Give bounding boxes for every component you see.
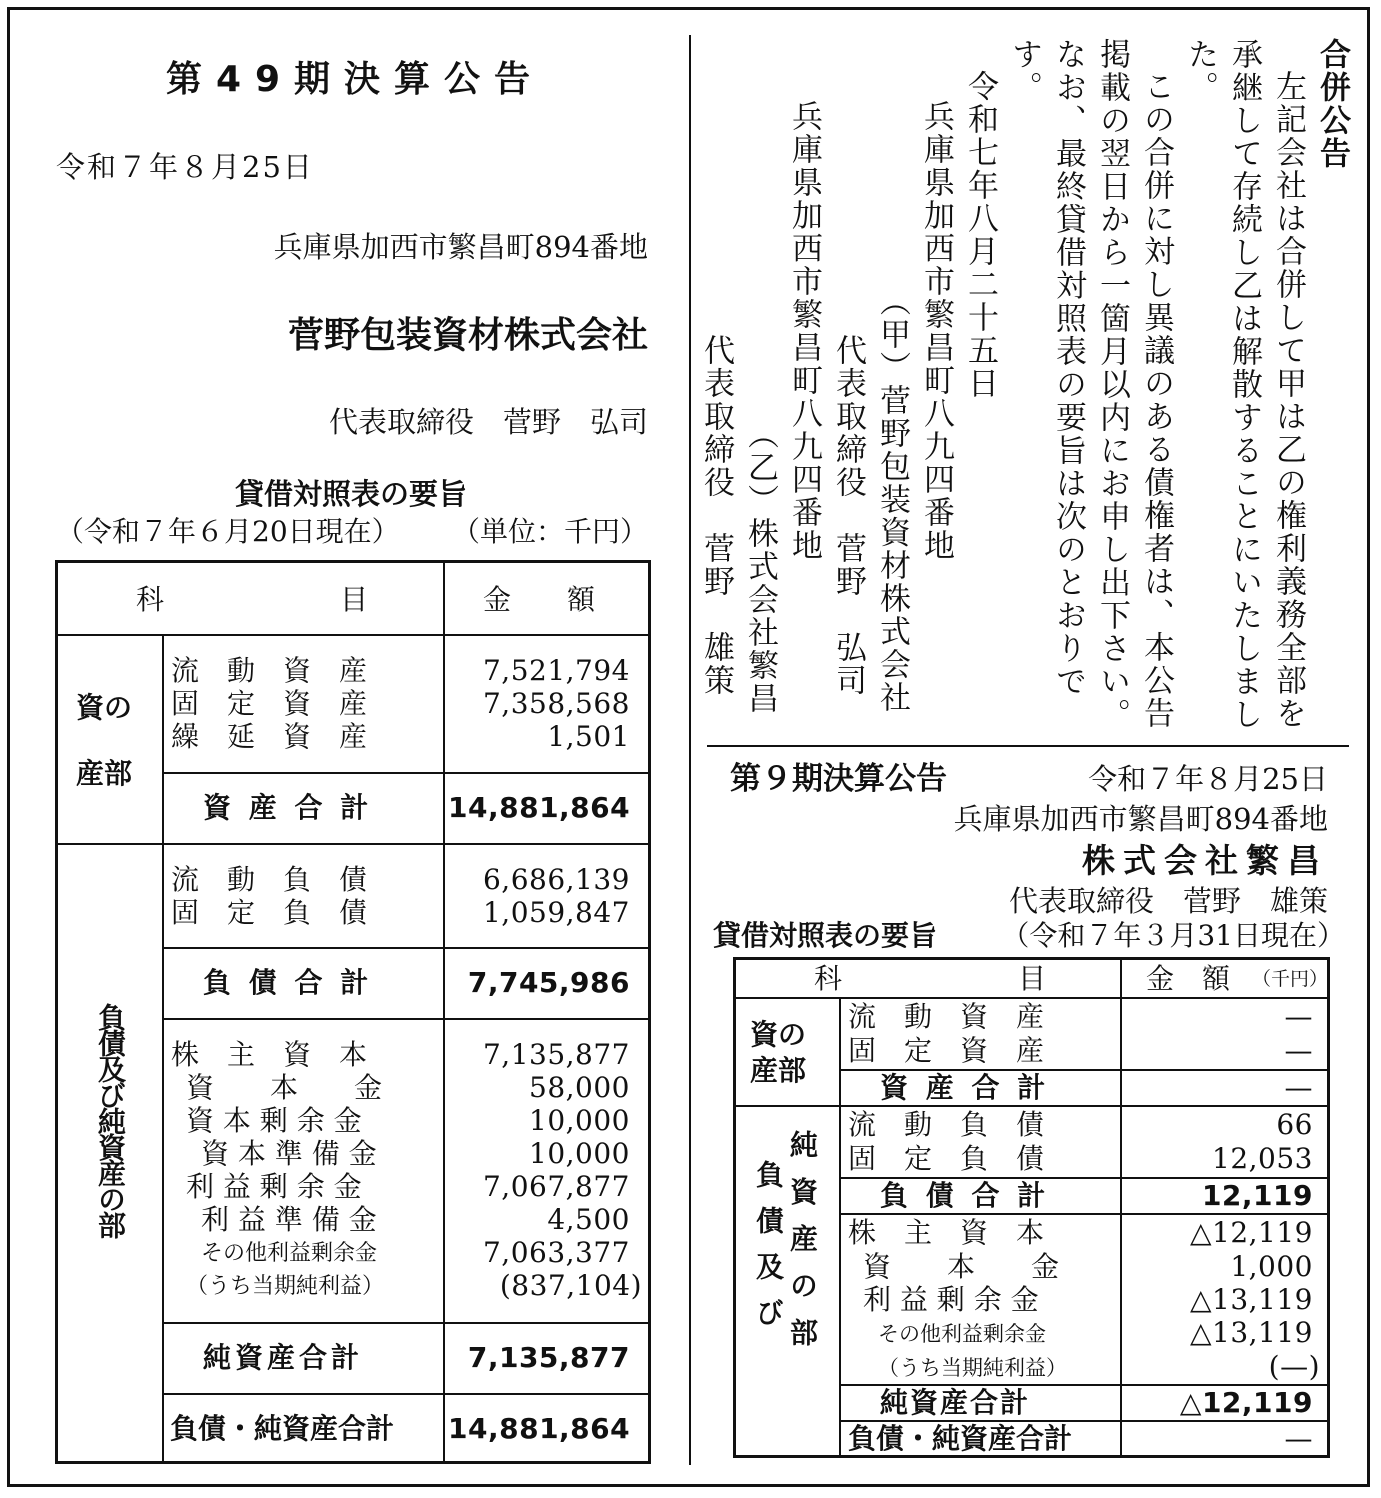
grand-total-value: 14,881,864 <box>448 1412 631 1445</box>
equity-label: その他利益剰余金 <box>201 1241 378 1266</box>
equity-label: 株 主 資 本 <box>171 1038 368 1071</box>
equity-value: 1,000 <box>1230 1250 1313 1283</box>
merger-line: （甲）菅野包装資材株式会社 <box>874 285 910 714</box>
liability-label: 固 定 負 債 <box>171 896 368 929</box>
asset-label: 繰 延 資 産 <box>171 720 368 753</box>
equity-value: 7,063,377 <box>482 1236 630 1269</box>
grid-line <box>1120 960 1122 1455</box>
grid-line <box>58 843 648 845</box>
liability-value: 6,686,139 <box>482 863 630 896</box>
equity-label: 資 本 準 備 金 <box>201 1137 377 1170</box>
merger-line: す。 <box>1006 38 1042 104</box>
equity-label: 資 本 剰 余 金 <box>186 1104 362 1137</box>
grid-line <box>443 563 445 1461</box>
right-representative: 代表取締役 菅野 雄策 <box>1008 884 1328 918</box>
left-as-of: （令和７年６月20日現在） <box>56 515 400 548</box>
equity-label: 資 本 金 <box>186 1071 383 1104</box>
grid-line <box>839 997 841 1455</box>
grid-line <box>162 947 648 949</box>
asset-label: 固 定 資 産 <box>171 687 368 720</box>
asset-value: 7,358,568 <box>482 687 630 720</box>
grid-line <box>736 1105 1327 1107</box>
liability-label: 流 動 負 債 <box>848 1108 1045 1141</box>
head-subject-2: 目 <box>1018 962 1047 995</box>
assets-section-label-2: 産部 <box>750 1054 807 1087</box>
grid-line <box>839 1213 1327 1215</box>
net-assets-total-label: 純資産合計 <box>203 1341 364 1374</box>
right-bs-title: 貸借対照表の要旨 <box>713 919 938 952</box>
left-title: 第49期決算公告 <box>165 59 545 100</box>
equity-label: 利 益 剰 余 金 <box>186 1170 362 1203</box>
merger-line: 兵庫県加西市繁昌町八九四番地 <box>786 100 822 562</box>
head-subject-2: 目 <box>340 583 369 616</box>
grid-line <box>162 1322 648 1324</box>
liab-section-label-col1: 負債及び <box>752 1160 785 1344</box>
right-divider <box>707 745 1349 747</box>
head-unit: （千円） <box>1252 968 1329 990</box>
equity-value: (—) <box>1268 1350 1320 1383</box>
merger-line: た。 <box>1182 38 1218 104</box>
asset-label: 固 定 資 産 <box>848 1034 1045 1067</box>
equity-label: その他利益剰余金 <box>878 1322 1046 1346</box>
grid-line <box>736 997 1327 999</box>
right-date: 令和７年８月25日 <box>1088 762 1328 796</box>
merger-line: 承継して存続し乙は解散することにいたしまし <box>1226 38 1262 731</box>
merger-line: なお、最終貸借対照表の要旨は次のとおりで <box>1050 38 1086 698</box>
merger-line: 令和七年八月二十五日 <box>962 70 998 400</box>
asset-label: 流 動 資 産 <box>848 1000 1045 1033</box>
equity-value: 7,067,877 <box>482 1170 630 1203</box>
head-subject-1: 科 <box>814 962 843 995</box>
liabilities-total-value: 12,119 <box>1201 1179 1313 1212</box>
head-amount: 金 額 <box>483 583 596 616</box>
grid-line <box>162 1393 648 1395</box>
liability-label: 流 動 負 債 <box>171 863 368 896</box>
equity-value: 7,135,877 <box>482 1038 630 1071</box>
assets-total-value: 14,881,864 <box>448 791 631 824</box>
equity-value: 4,500 <box>547 1203 630 1236</box>
left-date: 令和７年８月25日 <box>56 150 314 184</box>
asset-label: 流 動 資 産 <box>171 654 368 687</box>
grand-total-value: — <box>1284 1422 1313 1455</box>
head-amount: 金 額 <box>1146 962 1231 995</box>
assets-total-value: — <box>1284 1071 1313 1104</box>
equity-value: 10,000 <box>529 1137 630 1170</box>
equity-label: （うち当期純利益） <box>186 1274 385 1299</box>
liab-section-label: 負債及び純資産の部 <box>94 1003 127 1237</box>
assets-total-label: 資 産 合 計 <box>880 1071 1050 1104</box>
liabilities-total-label: 負 債 合 計 <box>880 1179 1050 1212</box>
merger-line: 代表取締役 菅野 弘司 <box>830 334 866 697</box>
left-address: 兵庫県加西市繁昌町894番地 <box>273 230 648 264</box>
right-company: 株式会社繁昌 <box>1082 841 1328 880</box>
liability-label: 固 定 負 債 <box>848 1142 1045 1175</box>
merger-line: この合併に対し異議のある債権者は、本公告 <box>1138 70 1174 730</box>
equity-value: 58,000 <box>529 1071 630 1104</box>
liab-section-label-col2: 純資産の部 <box>786 1130 819 1365</box>
liabilities-total-label: 負 債 合 計 <box>203 966 373 999</box>
liability-value: 12,053 <box>1212 1142 1313 1175</box>
assets-total-label: 資 産 合 計 <box>203 791 373 824</box>
equity-label: 株 主 資 本 <box>848 1216 1045 1249</box>
grid-line <box>162 772 648 774</box>
equity-label: 利 益 準 備 金 <box>201 1203 377 1236</box>
net-assets-total-value: △12,119 <box>1179 1386 1313 1419</box>
asset-value: 1,501 <box>547 720 630 753</box>
net-assets-total-value: 7,135,877 <box>467 1341 630 1374</box>
right-title: 第９期決算公告 <box>730 761 947 797</box>
assets-section-label-2: 産部 <box>76 757 133 790</box>
right-balance-table <box>733 957 1330 1458</box>
left-company: 菅野包装資材株式会社 <box>287 315 648 356</box>
asset-value: 7,521,794 <box>482 654 630 687</box>
liability-value: 1,059,847 <box>482 896 630 929</box>
equity-value: △13,119 <box>1189 1283 1313 1316</box>
equity-label: 利 益 剰 余 金 <box>863 1283 1039 1316</box>
left-representative: 代表取締役 菅野 弘司 <box>328 405 648 439</box>
equity-value: 10,000 <box>529 1104 630 1137</box>
head-subject-1: 科 <box>136 583 165 616</box>
liabilities-total-value: 7,745,986 <box>467 966 630 999</box>
equity-label: 資 本 金 <box>863 1250 1060 1283</box>
asset-value: — <box>1284 1000 1313 1033</box>
merger-heading: 合併公告 <box>1314 38 1350 170</box>
grid-line <box>58 634 648 636</box>
merger-line: 左記会社は合併して甲は乙の権利義務全部を <box>1270 70 1306 730</box>
equity-value: △13,119 <box>1189 1316 1313 1349</box>
right-as-of: （令和７年３月31日現在） <box>1001 919 1345 952</box>
equity-label: （うち当期純利益） <box>878 1356 1067 1380</box>
equity-value: △12,119 <box>1189 1216 1313 1249</box>
grand-total-label: 負債・純資産合計 <box>170 1412 395 1445</box>
liability-value: 66 <box>1276 1108 1313 1141</box>
right-address: 兵庫県加西市繁昌町894番地 <box>953 802 1328 836</box>
left-balance-table <box>55 560 651 1464</box>
grand-total-label: 負債・純資産合計 <box>848 1422 1073 1455</box>
equity-value: (837,104) <box>499 1269 642 1302</box>
left-bs-title: 貸借対照表の要旨 <box>234 477 467 511</box>
left-unit: （単位：千円） <box>451 515 648 548</box>
grid-line <box>162 634 164 1461</box>
asset-value: — <box>1284 1034 1313 1067</box>
assets-section-label-1: 資の <box>76 691 133 724</box>
merger-line: 掲載の翌日から一箇月以内にお申し出下さい。 <box>1094 38 1130 731</box>
merger-line: 兵庫県加西市繁昌町八九四番地 <box>918 100 954 562</box>
center-divider <box>689 35 691 1465</box>
grid-line <box>162 1018 648 1020</box>
merger-line: 代表取締役 菅野 雄策 <box>698 334 734 697</box>
merger-line: （乙）株式会社繁昌 <box>742 418 778 715</box>
assets-section-label-1: 資の <box>750 1018 807 1051</box>
net-assets-total-label: 純資産合計 <box>880 1386 1031 1419</box>
